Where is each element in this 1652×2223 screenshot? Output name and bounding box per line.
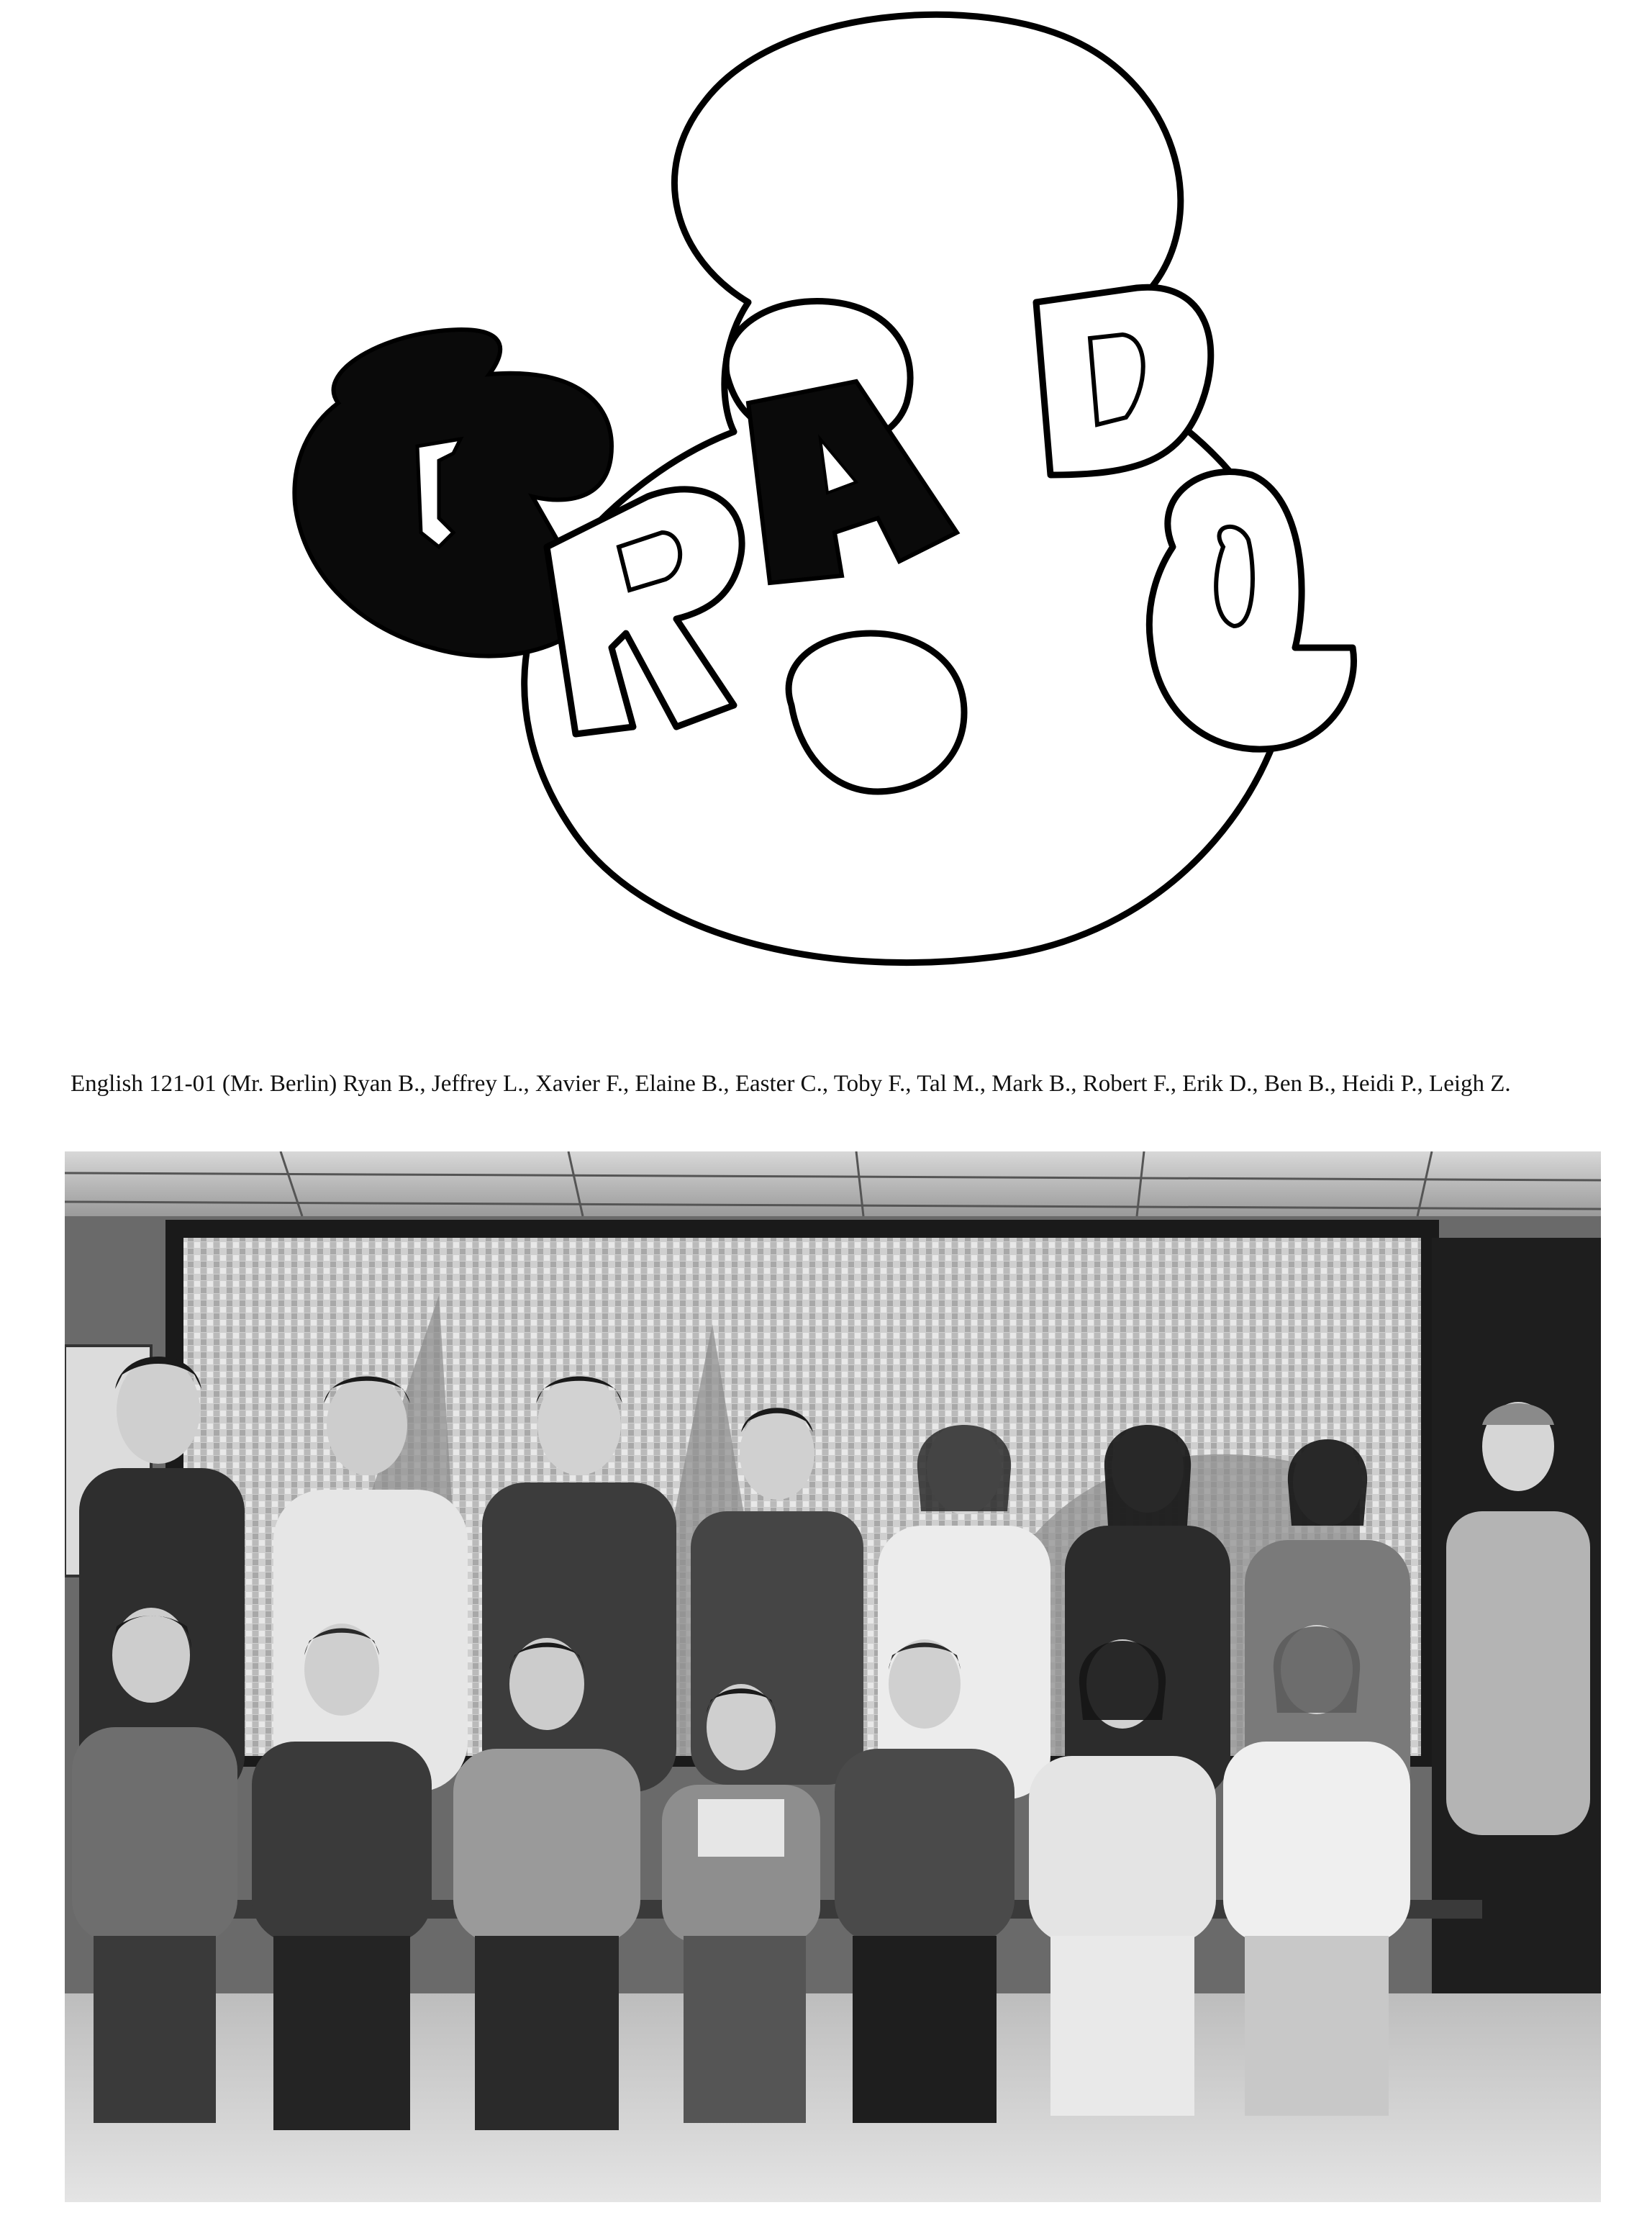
letter-e xyxy=(1149,472,1353,750)
grade-8-logo xyxy=(273,0,1396,1008)
class-photo-graphic xyxy=(65,1151,1601,2202)
photo-caption: English 121-01 (Mr. Berlin) Ryan B., Jeffrey L., Xavier F., Elaine B., Easter C., Toby F., Tal M., Mark B., Robert F., Erik D., Ben B., Heidi P., Leigh Z. xyxy=(71,1071,1511,1097)
grade-8-graphic xyxy=(273,0,1396,1008)
class-photo xyxy=(65,1151,1601,2202)
letter-e-counter xyxy=(1216,527,1253,626)
